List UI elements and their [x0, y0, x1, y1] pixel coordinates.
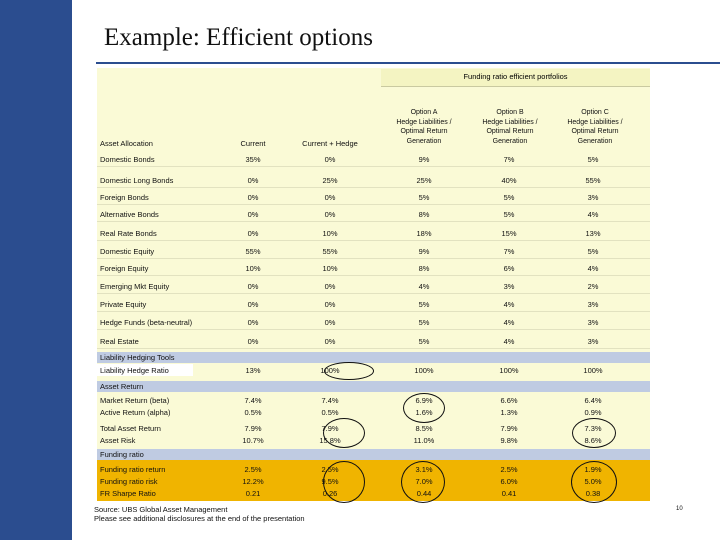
asset-return-row-cell: 15.8%: [319, 436, 341, 445]
allocation-row-cell: 35%: [245, 155, 261, 164]
allocation-row-cell: 5%: [587, 155, 599, 164]
col-header-asset-allocation: Asset Allocation: [100, 139, 153, 148]
highlight-ring: [323, 461, 365, 503]
allocation-row-label: Alternative Bonds: [100, 210, 159, 219]
allocation-row-cell: 40%: [501, 176, 517, 185]
funding-row-cell: 7.0%: [415, 477, 433, 486]
liability-hedge-row-cell: 100%: [414, 366, 434, 375]
asset-return-row-cell: 7.9%: [244, 424, 262, 433]
allocation-row-cell: 25%: [416, 176, 432, 185]
allocation-row-cell: 0%: [324, 193, 336, 202]
allocation-row-cell: 10%: [322, 264, 338, 273]
highlight-ring: [572, 418, 616, 448]
allocation-row-cell: 5%: [418, 300, 430, 309]
asset-return-section-title: Asset Return: [100, 382, 144, 391]
funding-row-label: FR Sharpe Ratio: [100, 489, 156, 498]
row-divider: [97, 329, 650, 330]
allocation-row-cell: 0%: [247, 229, 259, 238]
allocation-row-cell: 0%: [247, 318, 259, 327]
allocation-row-cell: 3%: [503, 282, 515, 291]
allocation-row-cell: 3%: [587, 318, 599, 327]
allocation-row-cell: 8%: [418, 210, 430, 219]
asset-return-row-cell: 8.6%: [584, 436, 602, 445]
allocation-row-label: Domestic Long Bonds: [100, 176, 174, 185]
liability-hedge-row-cell: 100%: [583, 366, 603, 375]
sidebar-bar: [0, 0, 72, 540]
funding-row-cell: 5.0%: [584, 477, 602, 486]
allocation-row-label: Foreign Equity: [100, 264, 149, 273]
allocation-row-cell: 55%: [585, 176, 601, 185]
asset-return-section-band: [97, 381, 650, 392]
funding-row-cell: 9.5%: [321, 477, 339, 486]
allocation-row-cell: 3%: [587, 337, 599, 346]
allocation-row-label: Domestic Bonds: [100, 155, 155, 164]
asset-return-row-cell: 7.9%: [321, 424, 339, 433]
row-divider: [97, 240, 650, 241]
allocation-row-cell: 4%: [503, 300, 515, 309]
allocation-row-cell: 4%: [418, 282, 430, 291]
efficient-options-table: [97, 68, 650, 501]
asset-return-row-cell: 7.4%: [321, 396, 339, 405]
allocation-row-cell: 13%: [585, 229, 601, 238]
allocation-row-cell: 9%: [418, 247, 430, 256]
allocation-row-cell: 4%: [587, 210, 599, 219]
row-divider: [97, 187, 650, 188]
row-divider: [97, 311, 650, 312]
allocation-row-cell: 0%: [324, 337, 336, 346]
allocation-row-cell: 7%: [503, 155, 515, 164]
allocation-row-cell: 0%: [324, 155, 336, 164]
asset-return-row-cell: 10.7%: [242, 436, 264, 445]
asset-return-row-cell: 7.9%: [500, 424, 518, 433]
asset-return-row-cell: 6.6%: [500, 396, 518, 405]
allocation-row-label: Private Equity: [100, 300, 147, 309]
funding-row-cell: 0.41: [501, 489, 517, 498]
allocation-row-cell: 5%: [418, 337, 430, 346]
allocation-row-cell: 5%: [418, 193, 430, 202]
allocation-row-cell: 0%: [324, 210, 336, 219]
liability-section-band: [97, 352, 650, 363]
col-header-option-b: Option B Hedge Liabilities / Optimal Return Generation: [482, 109, 538, 145]
funding-section-title: Funding ratio: [100, 450, 144, 459]
allocation-row-cell: 0%: [247, 282, 259, 291]
funding-row-cell: 6.0%: [500, 477, 518, 486]
col-header-option-c: Option C Hedge Liabilities / Optimal Return Generation: [567, 109, 623, 145]
funding-row-cell: 3.1%: [415, 465, 433, 474]
liability-section-title: Liability Hedging Tools: [100, 353, 175, 362]
liability-hedge-row-cell: 100%: [499, 366, 519, 375]
col-header-option-a: Option A Hedge Liabilities / Optimal Return Generation: [396, 109, 452, 145]
allocation-row-label: Real Rate Bonds: [100, 229, 157, 238]
asset-return-row-cell: 1.6%: [415, 408, 433, 417]
funding-row-cell: 0.44: [416, 489, 432, 498]
row-divider: [97, 258, 650, 259]
funding-row-cell: 2.5%: [321, 465, 339, 474]
allocation-row-cell: 5%: [418, 318, 430, 327]
allocation-row-cell: 0%: [247, 337, 259, 346]
highlight-ring: [571, 461, 617, 503]
allocation-row-cell: 0%: [247, 210, 259, 219]
funding-row-cell: 2.5%: [500, 465, 518, 474]
allocation-row-cell: 55%: [322, 247, 338, 256]
row-divider: [97, 275, 650, 276]
row-divider: [97, 166, 650, 167]
asset-return-row-cell: 9.8%: [500, 436, 518, 445]
asset-return-row-cell: 11.0%: [413, 436, 435, 445]
title-rule: [96, 62, 720, 64]
asset-return-row-cell: 0.5%: [244, 408, 262, 417]
allocation-row-label: Domestic Equity: [100, 247, 155, 256]
allocation-row-cell: 0%: [324, 318, 336, 327]
funding-row-cell: 2.5%: [244, 465, 262, 474]
liability-hedge-row-cell: 100%: [320, 366, 340, 375]
liability-hedge-row-cell: 13%: [245, 366, 261, 375]
col-header-current-hedge: Current + Hedge: [302, 139, 358, 148]
page-title: Example: Efficient options: [104, 24, 373, 51]
highlight-ring: [324, 362, 374, 380]
allocation-row-cell: 25%: [322, 176, 338, 185]
group-header: Funding ratio efficient portfolios: [381, 69, 650, 87]
asset-return-row-label: Market Return (beta): [100, 396, 170, 405]
row-divider: [97, 204, 650, 205]
allocation-row-cell: 15%: [501, 229, 517, 238]
allocation-row-cell: 0%: [247, 176, 259, 185]
allocation-row-cell: 8%: [418, 264, 430, 273]
allocation-row-cell: 5%: [503, 193, 515, 202]
allocation-row-cell: 10%: [245, 264, 261, 273]
asset-return-row-label: Active Return (alpha): [100, 408, 171, 417]
row-divider: [97, 348, 650, 349]
asset-return-row-cell: 6.4%: [584, 396, 602, 405]
allocation-row-cell: 3%: [587, 193, 599, 202]
allocation-row-cell: 55%: [245, 247, 261, 256]
allocation-row-cell: 4%: [503, 337, 515, 346]
asset-return-row-cell: 7.4%: [244, 396, 262, 405]
funding-row-cell: 0.38: [585, 489, 601, 498]
funding-section-band: [97, 449, 650, 460]
funding-row-label: Funding ratio return: [100, 465, 166, 474]
allocation-row-cell: 5%: [587, 247, 599, 256]
funding-row-label: Funding ratio risk: [100, 477, 158, 486]
highlight-ring: [401, 461, 445, 503]
row-divider: [97, 293, 650, 294]
allocation-row-label: Foreign Bonds: [100, 193, 149, 202]
allocation-row-cell: 0%: [247, 300, 259, 309]
allocation-row-cell: 0%: [324, 300, 336, 309]
funding-row-cell: 0.21: [245, 489, 261, 498]
allocation-row-cell: 2%: [587, 282, 599, 291]
funding-row-cell: 0.26: [322, 489, 338, 498]
allocation-row-cell: 3%: [587, 300, 599, 309]
asset-return-row-cell: 7.3%: [584, 424, 602, 433]
highlight-ring: [323, 418, 365, 448]
liability-hedge-row-label: Liability Hedge Ratio: [100, 366, 169, 375]
asset-return-row-label: Asset Risk: [100, 436, 136, 445]
allocation-row-cell: 7%: [503, 247, 515, 256]
asset-return-row-cell: 0.9%: [584, 408, 602, 417]
asset-return-row-cell: 1.3%: [500, 408, 518, 417]
page-number: 10: [676, 506, 683, 512]
allocation-row-cell: 4%: [587, 264, 599, 273]
allocation-row-cell: 9%: [418, 155, 430, 164]
source-note: Source: UBS Global Asset Management Please see additional disclosures at the end of the presentation: [94, 505, 305, 523]
highlight-ring: [403, 393, 445, 423]
asset-return-row-cell: 0.5%: [321, 408, 339, 417]
asset-return-row-label: Total Asset Return: [100, 424, 161, 433]
allocation-row-label: Hedge Funds (beta-neutral): [100, 318, 193, 327]
allocation-row-cell: 18%: [416, 229, 432, 238]
funding-row-cell: 1.9%: [584, 465, 602, 474]
allocation-row-cell: 0%: [247, 193, 259, 202]
allocation-row-cell: 4%: [503, 318, 515, 327]
allocation-row-cell: 5%: [503, 210, 515, 219]
allocation-row-label: Real Estate: [100, 337, 139, 346]
allocation-row-cell: 10%: [322, 229, 338, 238]
row-divider: [97, 221, 650, 222]
col-header-current: Current: [240, 139, 266, 148]
allocation-row-cell: 6%: [503, 264, 515, 273]
allocation-row-label: Emerging Mkt Equity: [100, 282, 170, 291]
asset-return-row-cell: 8.5%: [415, 424, 433, 433]
allocation-row-cell: 0%: [324, 282, 336, 291]
asset-return-row-cell: 6.9%: [415, 396, 433, 405]
funding-row-cell: 12.2%: [242, 477, 264, 486]
